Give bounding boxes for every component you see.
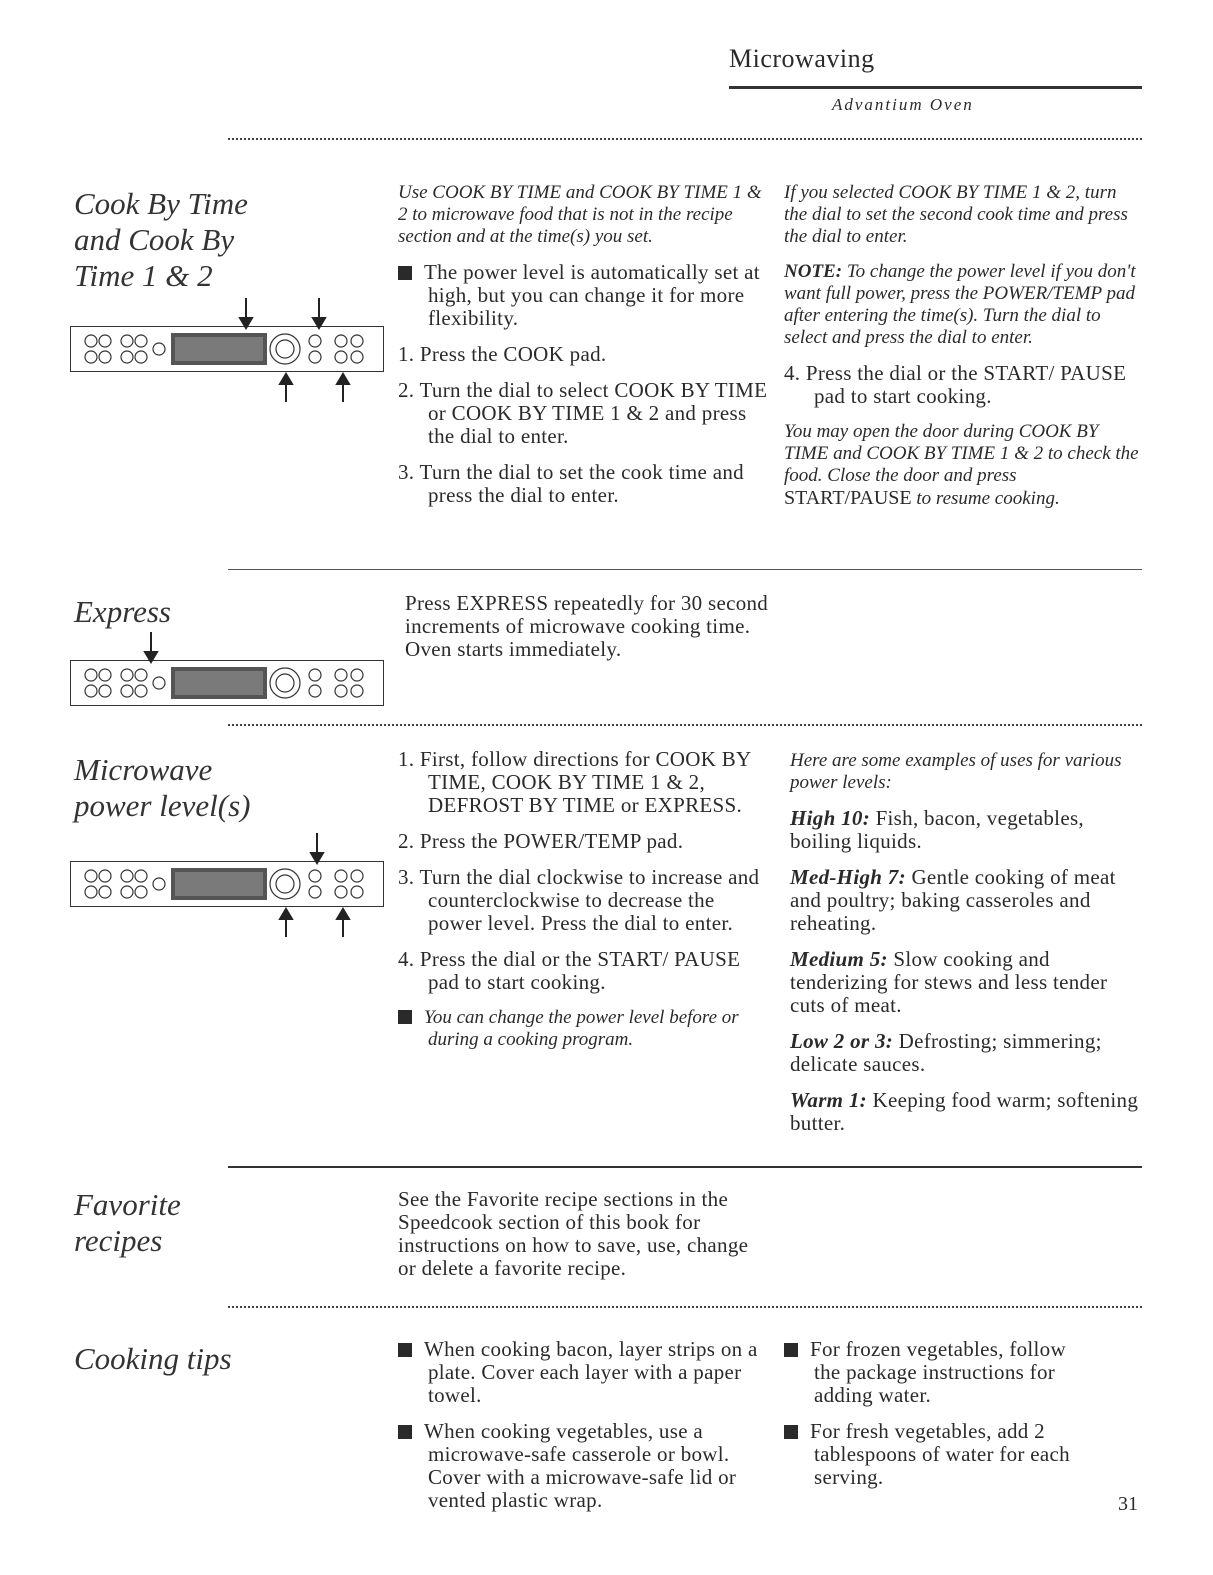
closing-part: You may open the door during COOK BY TIME and COOK BY TIME 1 & 2 to check the food. Close the door and press <box>784 421 1139 486</box>
bullet-square <box>784 1425 798 1439</box>
power-level-label: High 10: <box>790 806 870 830</box>
step: 4. Press the dial or the START/ PAUSE pad to start cooking. <box>398 947 741 994</box>
bullet-square <box>398 1343 412 1357</box>
tip-item <box>398 1420 770 1512</box>
tip-text: When cooking vegetables, use a microwave-safe casserole or bowl. Cover with a microwave-safe lid or vented plastic wrap. <box>424 1419 737 1512</box>
divider <box>228 1306 1142 1308</box>
intro-text: Use COOK BY TIME and COOK BY TIME 1 & 2 to microwave food that is not in the recipe section and at the time(s) you set. <box>398 182 762 247</box>
power-level-text: Fish, bacon, vegetables, boiling liquids. <box>790 806 1084 853</box>
divider <box>228 569 1142 570</box>
step: 1. First, follow directions for COOK BY TIME, COOK BY TIME 1 & 2, DEFROST BY TIME or EXPRESS. <box>398 747 751 817</box>
power-level-example <box>790 866 1144 935</box>
divider <box>228 724 1142 726</box>
bullet-item <box>398 261 770 330</box>
heading-line: Microwave <box>74 752 213 787</box>
power-level-column-left <box>398 748 772 1064</box>
divider <box>228 138 1142 140</box>
page-title: Microwaving <box>729 44 875 73</box>
section-heading-cook-by-time <box>74 186 304 294</box>
cook-by-time-column-left <box>398 182 770 520</box>
power-level-example <box>790 948 1144 1017</box>
power-level-example <box>790 1089 1144 1135</box>
heading-line: Time 1 & 2 <box>74 258 213 293</box>
bullet-item <box>398 1007 772 1051</box>
heading-line: Favorite <box>74 1187 181 1222</box>
bullet-text: You can change the power level before or during a cooking program. <box>424 1007 739 1050</box>
step: 2. Turn the dial to select COOK BY TIME or COOK BY TIME 1 & 2 and press the dial to enter. <box>398 378 768 448</box>
heading-line: Cook By Time <box>74 186 248 221</box>
bullet-square <box>398 1010 412 1024</box>
express-text: Press EXPRESS repeatedly for 30 second increments of microwave cooking time. Oven starts immediately. <box>405 591 769 661</box>
tip-item <box>784 1420 1084 1489</box>
tip-item <box>784 1338 1084 1407</box>
page-subtitle: Advantium Oven <box>832 95 974 114</box>
heading-line: recipes <box>74 1223 163 1258</box>
page-number: 31 <box>1118 1493 1138 1515</box>
tip-text: For fresh vegetables, add 2 tablespoons of water for each serving. <box>810 1419 1070 1489</box>
power-level-label: Med-High 7: <box>790 865 906 889</box>
power-level-label: Medium 5: <box>790 947 888 971</box>
step: 3. Turn the dial to set the cook time and press the dial to enter. <box>398 460 744 507</box>
tip-text: When cooking bacon, layer strips on a plate. Cover each layer with a paper towel. <box>424 1337 758 1407</box>
note-label: NOTE: <box>784 261 843 282</box>
bullet-text: The power level is automatically set at high, but you can change it for more flexibility. <box>424 260 760 330</box>
closing-text <box>784 421 1144 510</box>
arrows-graphic <box>70 632 382 672</box>
closing-part: to resume cooking. <box>916 488 1060 509</box>
closing-part: START/PAUSE <box>784 487 912 509</box>
power-level-text: Slow cooking and tenderizing for stews and less tender cuts of meat. <box>790 947 1108 1017</box>
bullet-square <box>398 1425 412 1439</box>
power-level-label: Warm 1: <box>790 1088 867 1112</box>
bullet-square <box>784 1343 798 1357</box>
power-level-text: Keeping food warm; softening butter. <box>790 1088 1139 1135</box>
arrows-graphic <box>70 833 382 943</box>
heading-line: and Cook By <box>74 222 235 257</box>
power-level-example <box>790 1030 1144 1076</box>
section-heading-favorite <box>74 1187 181 1259</box>
right-intro-text: If you selected COOK BY TIME 1 & 2, turn the dial to set the second cook time and press the dial to enter. <box>784 182 1128 247</box>
examples-intro: Here are some examples of uses for various power levels: <box>790 750 1122 793</box>
tip-item <box>398 1338 770 1407</box>
heading-line: power level(s) <box>74 788 251 823</box>
step: 2. Press the POWER/TEMP pad. <box>398 829 684 853</box>
section-heading-power-level <box>74 752 314 824</box>
tip-text: For frozen vegetables, follow the package instructions for adding water. <box>810 1337 1066 1407</box>
tips-column-left <box>398 1338 770 1525</box>
bullet-square <box>398 266 412 280</box>
section-heading-cooking-tips: Cooking tips <box>74 1341 232 1376</box>
power-level-label: Low 2 or 3: <box>790 1029 894 1053</box>
favorite-text: See the Favorite recipe sections in the Speedcook section of this book for instructions on how to save, use, change or delete a favorite recipe. <box>398 1187 749 1280</box>
section-heading-express: Express <box>74 594 171 629</box>
header-rule <box>729 86 1142 89</box>
divider <box>228 1166 1142 1168</box>
note-text: To change the power level if you don't want full power, press the POWER/TEMP pad after entering the time(s). Turn the dial to select and press the dial to enter. <box>784 261 1136 348</box>
power-level-example <box>790 807 1144 853</box>
arrows-graphic <box>70 298 382 408</box>
cook-by-time-column-right <box>784 182 1144 523</box>
power-level-column-right <box>790 750 1144 1148</box>
note <box>784 261 1144 349</box>
power-level-text: Gentle cooking of meat and poultry; baking casseroles and reheating. <box>790 865 1116 935</box>
power-level-text: Defrosting; simmering; delicate sauces. <box>790 1029 1102 1076</box>
step: 1. Press the COOK pad. <box>398 342 607 366</box>
step: 4. Press the dial or the START/ PAUSE pad to start cooking. <box>784 361 1127 408</box>
tips-column-right <box>784 1338 1084 1502</box>
step: 3. Turn the dial clockwise to increase and counterclockwise to decrease the power level. Press the dial to enter. <box>398 865 760 935</box>
